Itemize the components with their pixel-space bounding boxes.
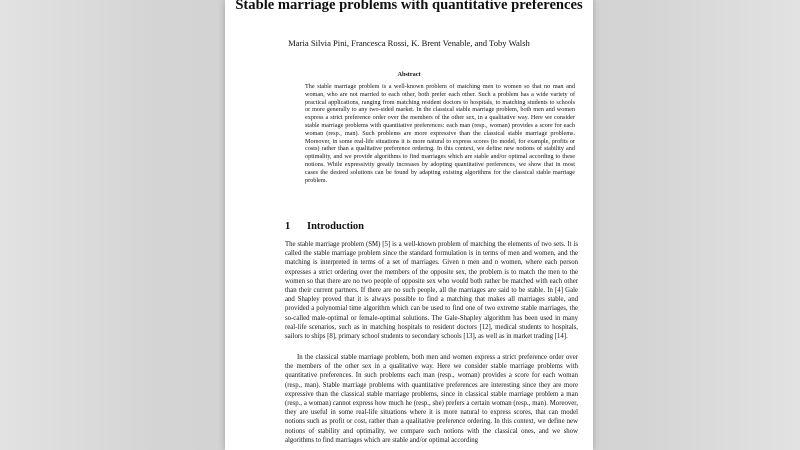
intro-paragraph-1 bbox=[285, 240, 578, 341]
paragraph-text: In the classical stable marriage problem, both men and women express a strict preference order over the members of the other sex in a qualitative way. Here we consider stable marriage problems with quantitative preferences. In such problems each man (resp., woman) provides a score for each woman (resp., man). Stable marriage problems with quantitative preferences are interesting since they are more expressive than the classical stable marriage problems, since in classical stable marriage problem a man (resp., a woman) cannot express how much he (resp., she) prefers a certain woman (resp., man). Moreover, they are useful in some real-life situations where it is more natural to express scores, that can model notions such as profit or cost, rather than a qualitative preference ordering. In this context, we define new notions of stability and optimality, we compare such notions with the classical ones, and we show algorithms to find marriages which are stable and/or optimal according bbox=[285, 354, 578, 444]
section-number: 1 bbox=[285, 221, 291, 232]
paragraph-text: The stable marriage problem (SM) [5] is a well-known problem of matching the elements of two sets. It is called the stable marriage problem since the standard formulation is in terms of men and women, and the matching is interpreted in terms of a set of marriages. Given n men and n women, where each person expresses a strict ordering over the members of the opposite sex, the problem is to match the men to the women so that there are no two people of opposite sex who would both rather be matched with each other than their current partners. If there are no such people, all the marriages are said to be stable. In [4] Gale and Shapley proved that it is always possible to find a matching that makes all marriages stable, and provided a polynomial time algorithm which can be used to find one of two extreme stable marriages, the so-called male-optimal or female-optimal solutions. The Gale-Shapley algorithm has been used in many real-life scenarios, such as in matching hospitals to resident doctors [12], medical students to hospitals, sailors to ships [8], primary school students to secondary schools [13], as well as in market trading [14]. bbox=[285, 241, 578, 341]
section-title: Introduction bbox=[307, 221, 364, 232]
abstract-text: The stable marriage problem is a well-known problem of matching men to women so that no man and woman, who are not married to each other, both prefer each other. Such a problem has a wide variety of practical applications, ranging from matching resident doctors to hospitals, to matching students to schools or more generally to any two-sided market. In the classical stable marriage problem, both men and women express a strict preference order over the members of the other sex, in a qualitative way. Here we consider stable marriage problems with quantitative preferences: each man (resp., woman) provides a score for each woman (resp., man). Such problems are more expressive than the classical stable marriage problems. Moreover, in some real-life situations it is more natural to express scores (to model, for example, profits or costs) rather than a qualitative preference ordering. In this context, we define new notions of stability and optimality, and we provide algorithms to find marriages which are stable and/or optimal according to these notions. While expressivity greatly increases by adopting quantitative preferences, we show that in most cases the desired solutions can be found by adapting existing algorithms for the classical stable marriage problem. bbox=[305, 83, 575, 184]
author-list: Maria Silvia Pini, Francesca Rossi, K. Brent Venable, and Toby Walsh bbox=[288, 38, 530, 48]
paper-title: Stable marriage problems with quantitative preferences bbox=[235, 0, 583, 13]
paper-page bbox=[225, 0, 593, 450]
section-heading bbox=[285, 221, 364, 232]
abstract-heading: Abstract bbox=[397, 71, 421, 78]
intro-paragraph-2 bbox=[285, 353, 578, 445]
